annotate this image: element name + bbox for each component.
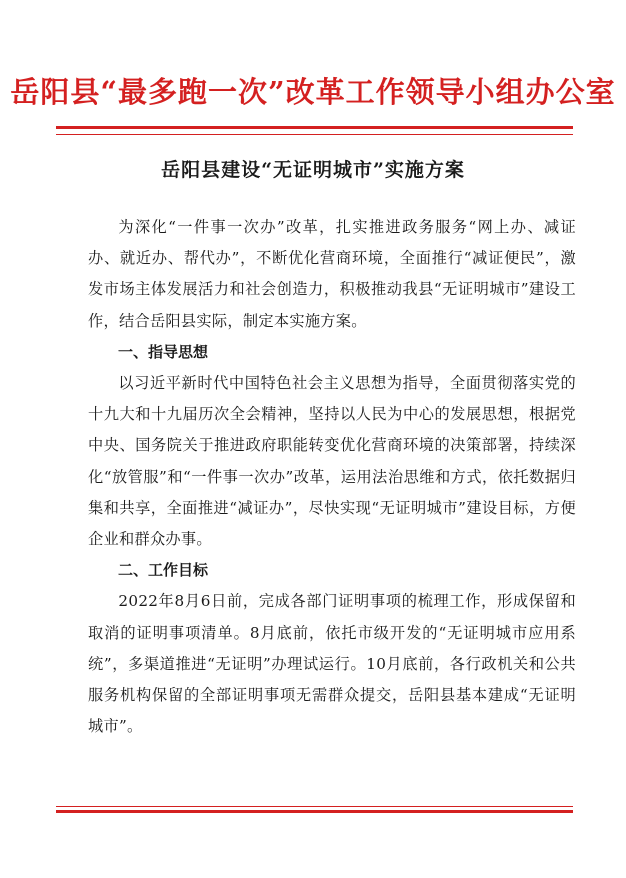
letterhead-title: 岳阳县“最多跑一次”改革工作领导小组办公室: [10, 75, 616, 109]
letterhead-rule-thin: [56, 134, 573, 135]
section-heading-work-goals: 二、工作目标: [118, 561, 209, 580]
section-heading-guiding-thought: 一、指导思想: [118, 342, 209, 361]
letterhead-rule-thick: [56, 126, 573, 129]
section-body-work-goals: 2022年8月6日前，完成各部门证明事项的梳理工作，形成保留和取消的证明事项清单。8月底前，依托市级开发的“无证明城市应用系统”，多渠道推进“无证明”办理试运行。10月底前，各行政机关和公共服务机构保留的全部证明事项无需群众提交，岳阳县基本建成“无证明城市”。: [88, 592, 576, 736]
footer-rule-thick: [56, 810, 573, 813]
footer-rule-thin: [56, 806, 573, 807]
section-body-guiding-thought: 以习近平新时代中国特色社会主义思想为指导，全面贯彻落实党的十九大和十九届历次全会精神，坚持以人民为中心的发展思想，根据党中央、国务院关于推进政府职能转变优化营商环境的决策部署，持续深化“放管服”和“一件事一次办”改革，运用法治思维和方式，依托数据归集和共享，全面推进“减证办”，尽快实现“无证明城市”建设目标，方便企业和群众办事。: [88, 374, 576, 549]
document-body: [88, 212, 576, 742]
document-title: 岳阳县建设“无证明城市”实施方案: [161, 159, 465, 181]
intro-paragraph: 为深化“一件事一次办”改革，扎实推进政务服务“网上办、减证办、就近办、帮代办”，不断优化营商环境，全面推行“减证便民”，激发市场主体发展活力和社会创造力，积极推动我县“无证明城市”建设工作，结合岳阳县实际，制定本实施方案。: [88, 218, 576, 330]
